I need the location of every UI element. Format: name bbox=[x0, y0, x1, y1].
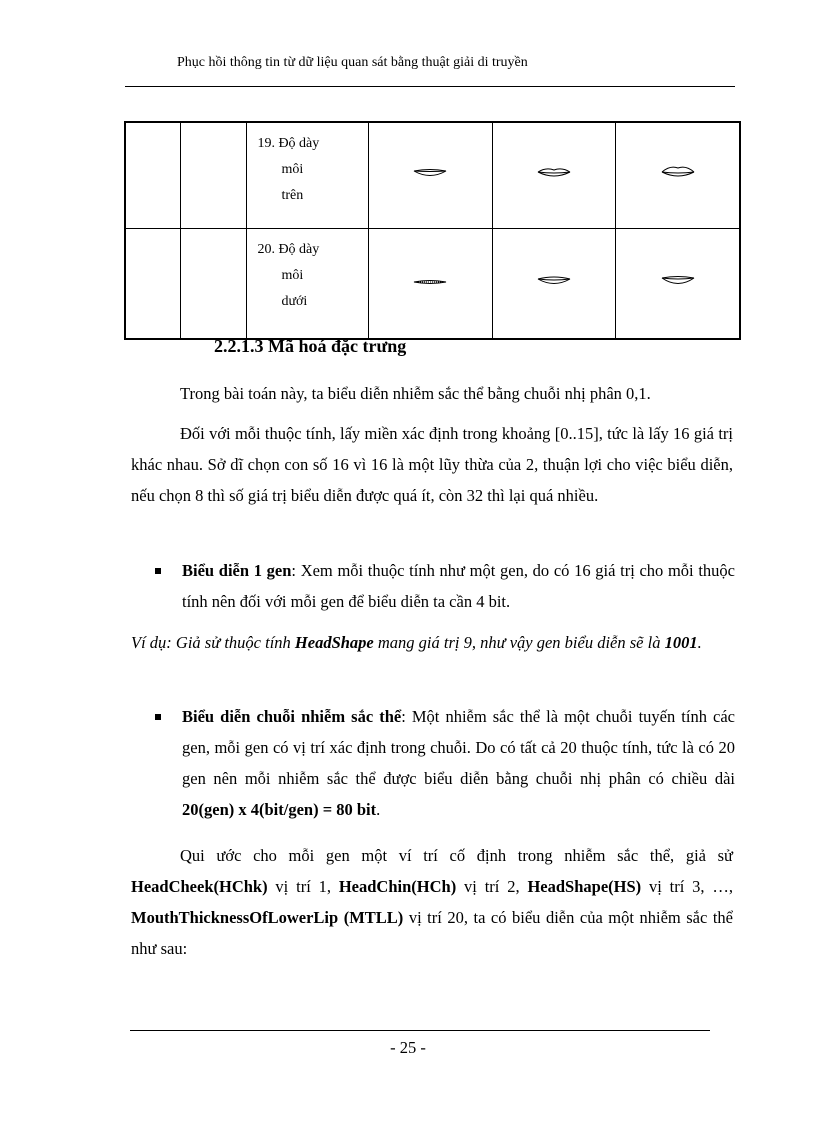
bullet-item: Biểu diễn 1 gen: Xem mỗi thuộc tính như một gen, do có 16 giá trị cho mỗi thuộc tính nên đối với mỗi gen để biểu diễn ta cần 4 bit. bbox=[155, 555, 735, 617]
page-number: - 25 - bbox=[390, 1038, 426, 1057]
paragraph: Đối với mỗi thuộc tính, lấy miền xác định trong khoảng [0..15], tức là lấy 16 giá trị khác nhau. Sở dĩ chọn con số 16 vì 16 là một lũy thừa của 2, thuận lợi cho việc biểu diễn, nếu chọn 8 thì số giá trị biểu diễn được quá ít, còn 32 thì lại quá nhiều. bbox=[131, 424, 733, 505]
lip-thin-icon bbox=[369, 122, 493, 229]
bullet-icon bbox=[155, 714, 161, 720]
lip-thick-icon bbox=[616, 229, 740, 340]
feature-label: 19. Độ dày môi trên bbox=[247, 122, 369, 229]
example-paragraph: Ví dụ: Giả sử thuộc tính HeadShape mang giá trị 9, như vậy gen biểu diễn sẽ là 1001. bbox=[131, 633, 702, 652]
paragraph: Qui ước cho mỗi gen một ví trí cố định trong nhiễm sắc thể, giả sử HeadCheek(HChk) vị trí 1, HeadChin(HCh) vị trí 2, HeadShape(HS) vị trí 3, …, MouthThicknessOfLowerLip (MTLL) vị trí 20, ta có biểu diễn của một nhiễm sắc thể như sau: bbox=[131, 846, 734, 958]
lip-medium-icon bbox=[492, 122, 616, 229]
lip-thick-icon bbox=[616, 122, 740, 229]
bullet-icon bbox=[155, 568, 161, 574]
footer-divider bbox=[130, 1030, 710, 1031]
paragraph: Trong bài toán này, ta biểu diễn nhiễm sắc thể bằng chuỗi nhị phân 0,1. bbox=[180, 384, 651, 403]
feature-label: 20. Độ dày môi dưới bbox=[247, 229, 369, 340]
feature-table bbox=[124, 121, 741, 340]
page-header: Phục hồi thông tin từ dữ liệu quan sát bằng thuật giải di truyền bbox=[177, 55, 528, 70]
lip-medium-icon bbox=[492, 229, 616, 340]
header-divider bbox=[125, 86, 735, 87]
table-row bbox=[125, 122, 740, 229]
section-heading: 2.2.1.3 Mã hoá đặc trưng bbox=[214, 336, 407, 356]
bullet-item: Biểu diễn chuỗi nhiễm sắc thể: Một nhiễm sắc thể là một chuỗi tuyến tính các gen, mỗi gen có vị trí xác định trong chuỗi. Do có tất cả 20 thuộc tính, tức là có 20 gen nên mỗi nhiễm sắc thể được biểu diễn bằng chuỗi nhị phân có chiều dài 20(gen) x 4(bit/gen) = 80 bit. bbox=[155, 701, 735, 825]
lip-thin-icon bbox=[369, 229, 493, 340]
table-row bbox=[125, 229, 740, 340]
